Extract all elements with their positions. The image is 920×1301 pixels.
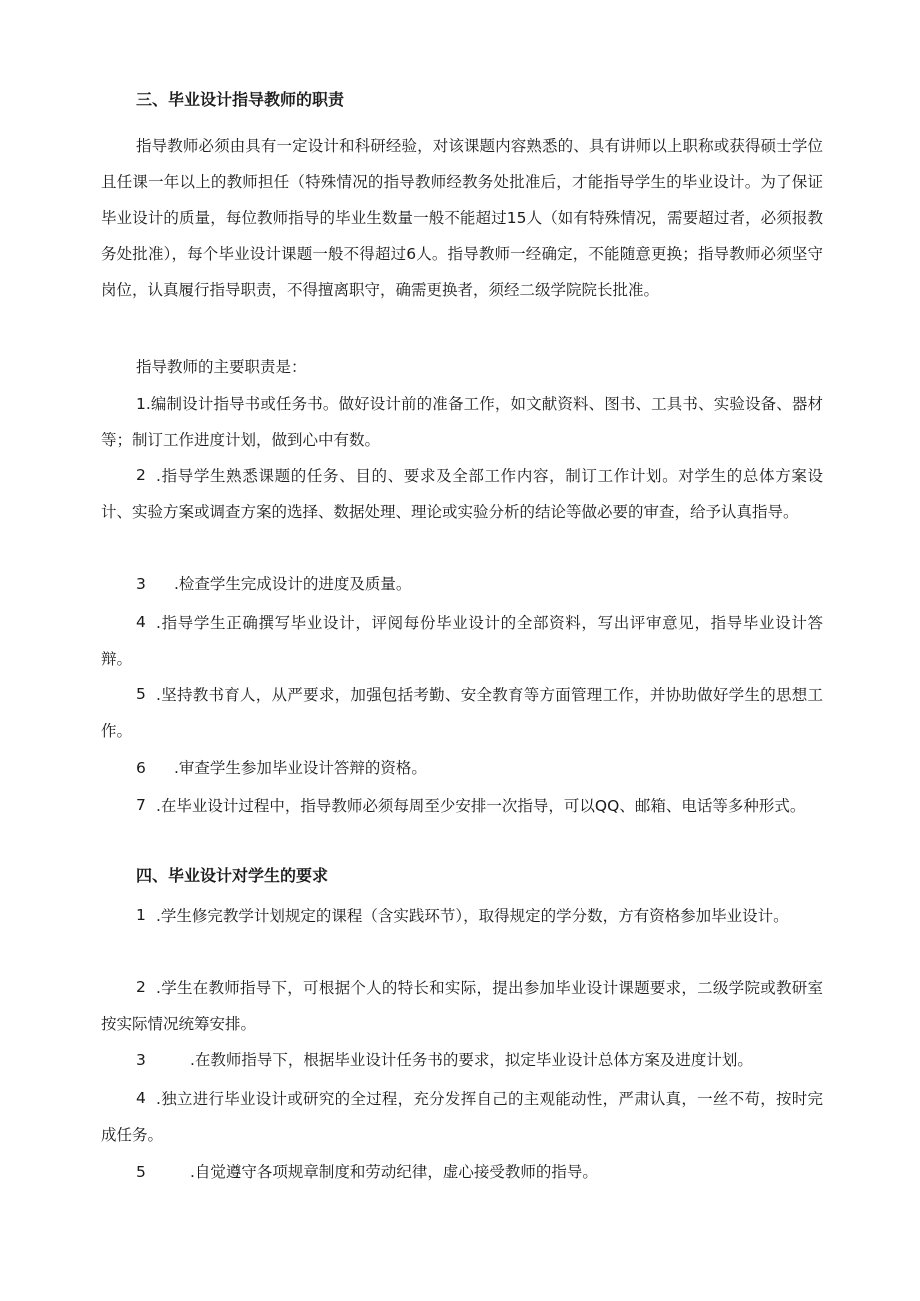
duty-item-3-number: 3	[136, 575, 146, 593]
duty-item-6: .审查学生参加毕业设计答辩的资格。	[174, 759, 427, 777]
requirement-item-2: .学生在教师指导下，可根据个人的特长和实际，提出参加毕业设计课题要求，二级学院或教研室按实际情况统筹安排。	[101, 979, 823, 1033]
requirement-item-3: .在教师指导下，根据毕业设计任务书的要求，拟定毕业设计总体方案及进度计划。	[190, 1051, 753, 1069]
requirement-item-4-number: 4	[136, 1089, 146, 1107]
requirement-item-1-number: 1	[136, 906, 146, 924]
section-3-intro-paragraph: 指导教师必须由具有一定设计和科研经验，对该课题内容熟悉的、具有讲师以上职称或获得硕士学位且任课一年以上的教师担任（特殊情况的指导教师经教务处批准后，才能指导学生的毕业设计。为了保证毕业设计的质量，每位教师指导的毕业生数量一般不能超过15人（如有特殊情况，需要超过者，必须报教务处批准），每个毕业设计课题一般不得超过6人。指导教师一经确定，不能随意更换；指导教师必须坚守岗位，认真履行指导职责，不得擅离职守，确需更换者，须经二级学院院长批准。	[101, 137, 823, 299]
requirement-item-3-number: 3	[136, 1051, 146, 1069]
requirement-item-5-number: 5	[136, 1163, 146, 1181]
requirement-item-2-number: 2	[136, 978, 146, 996]
duty-item-6-number: 6	[136, 759, 146, 777]
duty-item-7: .在毕业设计过程中，指导教师必须每周至少安排一次指导，可以QQ、邮箱、电话等多种形式。	[156, 797, 806, 815]
duty-item-2: .指导学生熟悉课题的任务、目的、要求及全部工作内容，制订工作计划。对学生的总体方案设计、实验方案或调查方案的选择、数据处理、理论或实验分析的结论等做必要的审查，给予认真指导。	[101, 467, 823, 521]
requirement-item-5: .自觉遵守各项规章制度和劳动纪律，虚心接受教师的指导。	[190, 1163, 598, 1181]
requirement-item-1: .学生修完教学计划规定的课程（含实践环节），取得规定的学分数，方有资格参加毕业设计。	[156, 907, 789, 925]
duty-item-2-number: 2	[136, 466, 146, 484]
section-3-heading: 三、毕业设计指导教师的职责	[136, 90, 345, 109]
duty-item-5: .坚持教书育人，从严要求，加强包括考勤、安全教育等方面管理工作，并协助做好学生的思想工作。	[101, 686, 823, 740]
duty-item-7-number: 7	[136, 796, 146, 814]
duty-item-1: 1.编制设计指导书或任务书。做好设计前的准备工作，如文献资料、图书、工具书、实验设备、器材等；制订工作进度计划，做到心中有数。	[101, 395, 823, 449]
duty-item-3: .检查学生完成设计的进度及质量。	[174, 575, 412, 593]
duties-intro: 指导教师的主要职责是：	[136, 358, 307, 376]
requirement-item-4: .独立进行毕业设计或研究的全过程，充分发挥自己的主观能动性，严肃认真，一丝不苟，按时完成任务。	[101, 1090, 823, 1144]
duty-item-4-number: 4	[136, 613, 146, 631]
duty-item-4: .指导学生正确撰写毕业设计，评阅每份毕业设计的全部资料，写出评审意见，指导毕业设计答辩。	[101, 614, 823, 668]
duty-item-5-number: 5	[136, 685, 146, 703]
section-4-heading: 四、毕业设计对学生的要求	[136, 866, 329, 885]
